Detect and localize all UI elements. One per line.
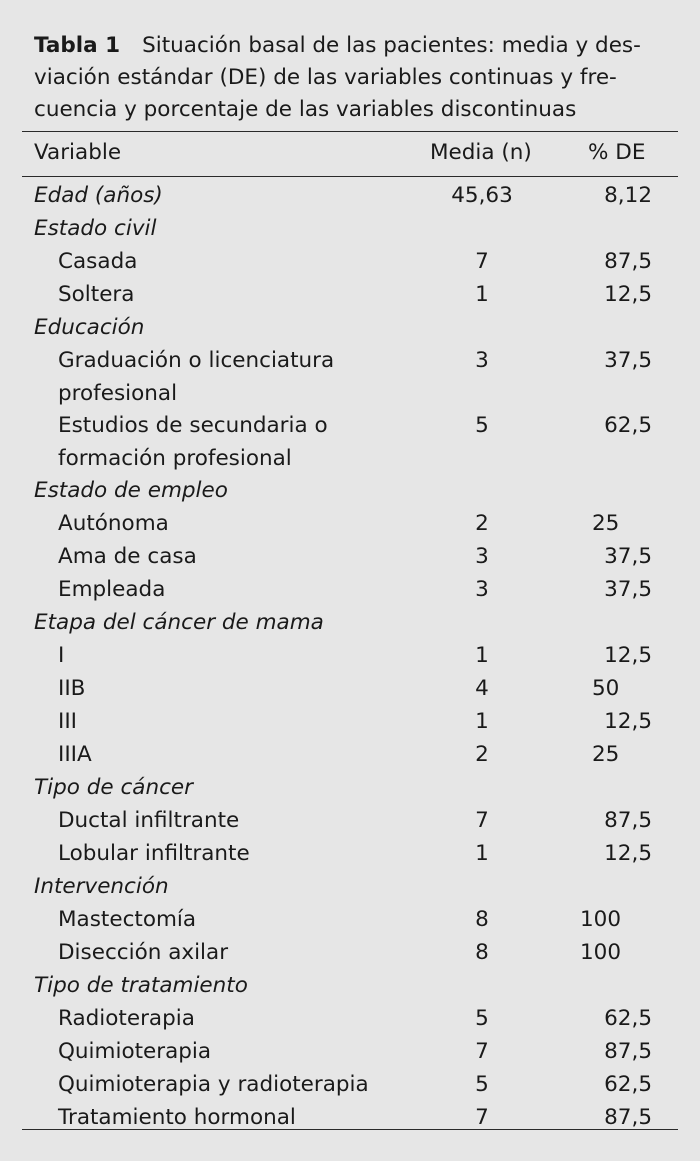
- header-rule: [22, 176, 678, 177]
- table-row: [0, 871, 700, 904]
- row-pct: 25: [592, 742, 620, 767]
- table-body: [0, 180, 700, 1135]
- row-label: Mastectomía: [58, 907, 197, 932]
- row-label: Tipo de tratamiento: [34, 973, 248, 998]
- row-label: Soltera: [58, 282, 135, 307]
- row-pct: 87,5: [604, 249, 652, 274]
- table-row: [0, 508, 700, 541]
- table-row: [0, 739, 700, 772]
- row-label: Estudios de secundaria o formación profesional: [58, 413, 328, 471]
- top-rule: [22, 131, 678, 132]
- row-media: 45,63: [451, 183, 513, 208]
- row-label: Empleada: [58, 577, 166, 602]
- table-row: [0, 574, 700, 607]
- row-label: Quimioterapia y radioterapia: [58, 1072, 369, 1097]
- row-pct: 87,5: [604, 808, 652, 833]
- row-label: Ductal infiltrante: [58, 808, 240, 833]
- row-label: IIIA: [58, 742, 92, 767]
- table-row: [0, 904, 700, 937]
- row-pct: 37,5: [604, 348, 652, 373]
- table-row: [0, 673, 700, 706]
- table-row: [0, 970, 700, 1003]
- table-row: [0, 1003, 700, 1036]
- bottom-rule: [22, 1129, 678, 1130]
- row-label: Autónoma: [58, 511, 169, 536]
- row-label: Edad (años): [34, 183, 163, 208]
- row-media: 7: [475, 808, 489, 833]
- row-pct: 37,5: [604, 577, 652, 602]
- caption-line-2: viación estándar (DE) de las variables continuas y fre-: [34, 65, 617, 90]
- row-pct: 12,5: [604, 709, 652, 734]
- row-label: Radioterapia: [58, 1006, 195, 1031]
- row-media: 7: [475, 1039, 489, 1064]
- table-row: [0, 937, 700, 970]
- row-label: Quimioterapia: [58, 1039, 212, 1064]
- table-row: [0, 345, 700, 410]
- row-pct: 12,5: [604, 643, 652, 668]
- row-media: 5: [475, 1006, 489, 1031]
- row-label: Disección axilar: [58, 940, 229, 965]
- table-row: [0, 772, 700, 805]
- row-label: Estado de empleo: [34, 478, 228, 503]
- row-media: 1: [475, 282, 489, 307]
- row-pct: 87,5: [604, 1105, 652, 1130]
- caption-line-3: cuencia y porcentaje de las variables discontinuas: [34, 97, 577, 122]
- table-row: [0, 410, 700, 475]
- row-media: 3: [475, 348, 489, 373]
- row-label: Ama de casa: [58, 544, 197, 569]
- caption-line-1: Situación basal de las pacientes: media y des-: [142, 33, 641, 58]
- row-pct: 12,5: [604, 841, 652, 866]
- table-row: [0, 246, 700, 279]
- row-media: 3: [475, 544, 489, 569]
- row-media: 8: [475, 907, 489, 932]
- table-row: [0, 1069, 700, 1102]
- row-media: 2: [475, 742, 489, 767]
- row-label: Lobular infiltrante: [58, 841, 250, 866]
- header-pct-de: % DE: [588, 140, 646, 165]
- row-label: Estado civil: [34, 216, 157, 241]
- row-pct: 62,5: [604, 1072, 652, 1097]
- table-row: [0, 805, 700, 838]
- table-row: [0, 279, 700, 312]
- table-row: [0, 475, 700, 508]
- row-pct: 37,5: [604, 544, 652, 569]
- table-row: [0, 213, 700, 246]
- table-row: [0, 312, 700, 345]
- table-row: [0, 1102, 700, 1135]
- row-pct: 87,5: [604, 1039, 652, 1064]
- row-media: 2: [475, 511, 489, 536]
- row-media: 1: [475, 709, 489, 734]
- header-variable: Variable: [34, 140, 122, 165]
- row-label: Educación: [34, 315, 145, 340]
- row-label: Casada: [58, 249, 138, 274]
- row-media: 7: [475, 249, 489, 274]
- row-media: 4: [475, 676, 489, 701]
- table-row: [0, 180, 700, 213]
- row-media: 5: [475, 413, 489, 438]
- row-pct: 100: [580, 907, 622, 932]
- row-label: Tratamiento hormonal: [58, 1105, 296, 1130]
- table-row: [0, 607, 700, 640]
- row-label: Graduación o licenciatura profesional: [58, 348, 335, 406]
- row-pct: 62,5: [604, 1006, 652, 1031]
- row-label: III: [58, 709, 78, 734]
- row-label: I: [58, 643, 65, 668]
- row-pct: 25: [592, 511, 620, 536]
- table-row: [0, 640, 700, 673]
- row-media: 5: [475, 1072, 489, 1097]
- row-pct: 50: [592, 676, 620, 701]
- table-caption: [34, 30, 666, 126]
- row-pct: 12,5: [604, 282, 652, 307]
- row-label: IIB: [58, 676, 86, 701]
- row-label: Tipo de cáncer: [34, 775, 193, 800]
- table-row: [0, 541, 700, 574]
- row-pct: 62,5: [604, 413, 652, 438]
- row-media: 7: [475, 1105, 489, 1130]
- row-pct: 100: [580, 940, 622, 965]
- row-pct: 8,12: [604, 183, 652, 208]
- caption-label: Tabla 1: [34, 33, 121, 58]
- column-header-row: [0, 134, 700, 174]
- row-label: Intervención: [34, 874, 169, 899]
- row-media: 1: [475, 643, 489, 668]
- header-media: Media (n): [430, 140, 532, 165]
- row-media: 3: [475, 577, 489, 602]
- table-row: [0, 838, 700, 871]
- row-label: Etapa del cáncer de mama: [34, 610, 324, 635]
- row-media: 8: [475, 940, 489, 965]
- table-row: [0, 706, 700, 739]
- row-media: 1: [475, 841, 489, 866]
- table-row: [0, 1036, 700, 1069]
